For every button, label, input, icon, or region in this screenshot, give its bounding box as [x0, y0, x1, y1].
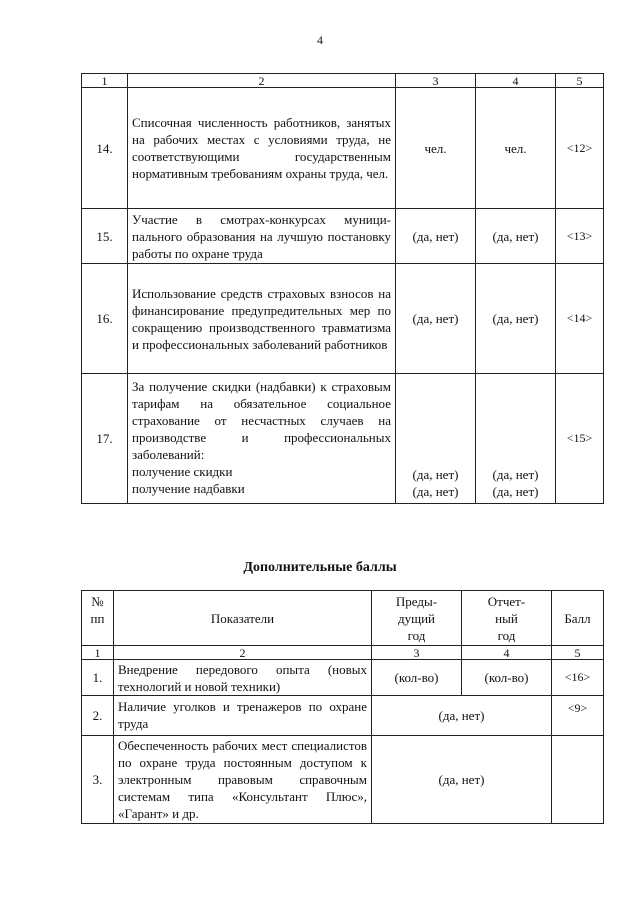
row-number: 17.: [82, 374, 128, 504]
row-number: 14.: [82, 88, 128, 209]
prev-year-value: (да, нет): [396, 209, 476, 264]
score-footnote: <14>: [556, 264, 604, 374]
prev-year-value: (да, нет): [396, 264, 476, 374]
table-row: [82, 209, 604, 264]
row-number: 2.: [82, 696, 114, 736]
table-row: [82, 696, 604, 736]
score-footnote: <9>: [552, 696, 604, 736]
header-prev-line: дущий: [397, 610, 436, 626]
current-year-value: [476, 374, 556, 504]
row-indicator-text: Наличие уголков и тренажеров по охране труда: [114, 696, 372, 736]
table-row: [82, 736, 604, 824]
row-indicator-sub-discount: получение скидки: [132, 464, 233, 479]
score-footnote: <16>: [552, 660, 604, 696]
column-number: 4: [476, 74, 556, 88]
column-number: 1: [82, 646, 114, 660]
column-number: 2: [114, 646, 372, 660]
row-indicator-text: Внедрение передового опыта (новых технологий и новой техники): [114, 660, 372, 696]
row-indicator-text: Использование средств страховых взносов на финансирование предупредительных мер по сокращению производственного травматизма и профессиональных заболеваний работников: [128, 264, 396, 374]
header-previous-year: [372, 591, 462, 646]
prev-year-surcharge: (да, нет): [412, 484, 459, 499]
score-footnote: <15>: [556, 374, 604, 504]
current-year-value: (кол-во): [462, 660, 552, 696]
table-row: [82, 660, 604, 696]
section-title: Дополнительные баллы: [243, 560, 397, 575]
prev-year-value: (кол-во): [372, 660, 462, 696]
header-current-year: [462, 591, 552, 646]
row-indicator-text: Списочная численность работников, занятых на рабочих местах с условиями труда, не соответствующими государственным нормативным требованиям охраны труда, чел.: [128, 88, 396, 209]
table-row: [82, 88, 604, 209]
page-number: 4: [317, 33, 323, 47]
header-indicators: Показатели: [114, 591, 372, 646]
header-cur-line: год: [497, 627, 516, 643]
score-footnote: [552, 736, 604, 824]
header-prev-line: Преды-: [395, 593, 438, 609]
additional-points-table: [81, 590, 604, 824]
header-prev-line: год: [407, 627, 426, 643]
row-indicator-text: Обеспеченность рабочих мест специалистов по охране труда постоянным доступом к электронным правовым справочным системам типа «Консультант Плюс», «Гарант» и др.: [114, 736, 372, 824]
column-number: 2: [128, 74, 396, 88]
row-indicator-main: За получение скидки (надбавки) к страховым тарифам на обязательное социальное страхование от несчастных случаев на производстве и профессиональных заболеваний:: [132, 379, 391, 462]
row-number: 15.: [82, 209, 128, 264]
table-row: [82, 374, 604, 504]
column-number: 5: [552, 646, 604, 660]
current-year-value: (да, нет): [476, 264, 556, 374]
column-number: 3: [372, 646, 462, 660]
current-year-value: чел.: [476, 88, 556, 209]
row-indicator-text: [128, 374, 396, 504]
row-indicator-text: Участие в смотрах-конкурсах муници-пального образования на лучшую постановку работы по охране труда: [128, 209, 396, 264]
prev-year-discount: (да, нет): [412, 467, 459, 482]
score-footnote: <13>: [556, 209, 604, 264]
column-number-row: [82, 646, 604, 660]
header-number: [82, 591, 114, 646]
column-number: 5: [556, 74, 604, 88]
current-year-discount: (да, нет): [492, 467, 539, 482]
column-number-row: [82, 74, 604, 88]
row-number: 16.: [82, 264, 128, 374]
column-number: 4: [462, 646, 552, 660]
header-number-line: пп: [90, 611, 105, 626]
column-number: 3: [396, 74, 476, 88]
year-values-merged: (да, нет): [372, 736, 552, 824]
prev-year-value: [396, 374, 476, 504]
current-year-value: (да, нет): [476, 209, 556, 264]
row-indicator-sub-surcharge: получение надбавки: [132, 481, 245, 496]
header-cur-line: Отчет-: [487, 593, 526, 609]
year-values-merged: (да, нет): [372, 696, 552, 736]
header-score: Балл: [552, 591, 604, 646]
column-number: 1: [82, 74, 128, 88]
row-number: 1.: [82, 660, 114, 696]
row-number: 3.: [82, 736, 114, 824]
score-footnote: <12>: [556, 88, 604, 209]
prev-year-value: чел.: [396, 88, 476, 209]
table-header-row: [82, 591, 604, 646]
header-cur-line: ный: [495, 610, 518, 626]
indicators-table-continued: [81, 73, 604, 504]
current-year-surcharge: (да, нет): [492, 484, 539, 499]
header-number-line: №: [91, 594, 104, 609]
table-row: [82, 264, 604, 374]
